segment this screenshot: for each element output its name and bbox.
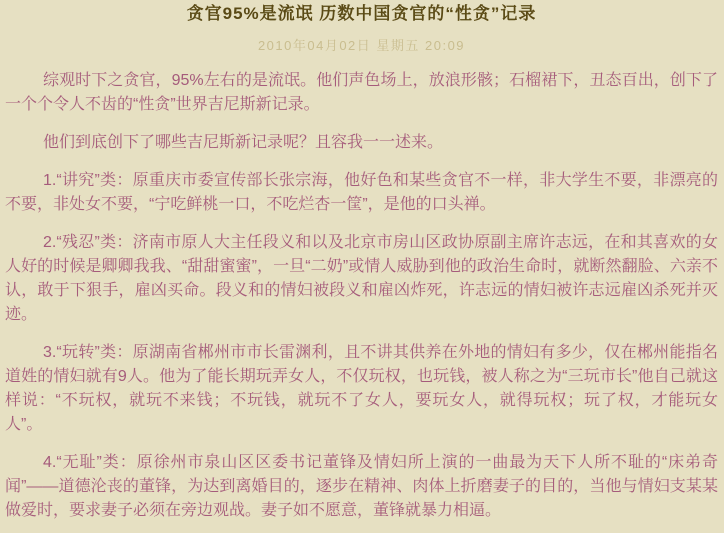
article-title: 贪官95%是流氓 历数中国贪官的“性贪”记录 [186,4,537,23]
paragraph-category-1: 1.“讲究”类：原重庆市委宣传部长张宗海，他好色和某些贪官不一样，非大学生不要，非漂亮的不要，非处女不要，“宁吃鲜桃一口，不吃烂杏一筐”，是他的口头禅。 [5,172,718,213]
article-body [5,69,718,523]
paragraph-intro: 综观时下之贪官，95%左右的是流氓。他们声色场上，放浪形骸；石榴裙下，丑态百出，创下了一个个令人不齿的“性贪”世界吉尼斯新记录。 [5,72,718,113]
paragraph-category-3: 3.“玩转”类：原湖南省郴州市市长雷渊利，且不讲其供养在外地的情妇有多少，仅在郴州能指名道姓的情妇就有9人。他为了能长期玩弄女人，不仅玩权，也玩钱，被人称之为“三玩市长”他自己就这样说：“不玩权，就玩不来钱；不玩钱，就玩不了女人，要玩女人，就得玩权；玩了权，才能玩女人”。 [5,344,718,433]
paragraph-category-2: 2.“残忍”类：济南市原人大主任段义和以及北京市房山区政协原副主席许志远，在和其喜欢的女人好的时候是卿卿我我、“甜甜蜜蜜”，一旦“二奶”或情人威胁到他的政治生命时，就断然翻脸、六亲不认，敢于下狠手，雇凶买命。段义和的情妇被段义和雇凶炸死，许志远的情妇被许志远雇凶杀死并灭迹。 [5,234,718,323]
paragraph-lead-in: 他们到底创下了哪些吉尼斯新记录呢？且容我一一述来。 [43,134,444,151]
paragraph-category-4: 4.“无耻”类：原徐州市泉山区区委书记董锋及情妇所上演的一曲最为天下人所不耻的“床弟奇闻”——道德沦丧的董锋，为达到离婚目的，逐步在精神、肉体上折磨妻子的目的，当他与情妇支某某做爱时，要求妻子必须在旁边观战。妻子如不愿意，董锋就暴力相逼。 [5,454,718,519]
article-date: 2010年04月02日 星期五 20:09 [257,38,466,53]
